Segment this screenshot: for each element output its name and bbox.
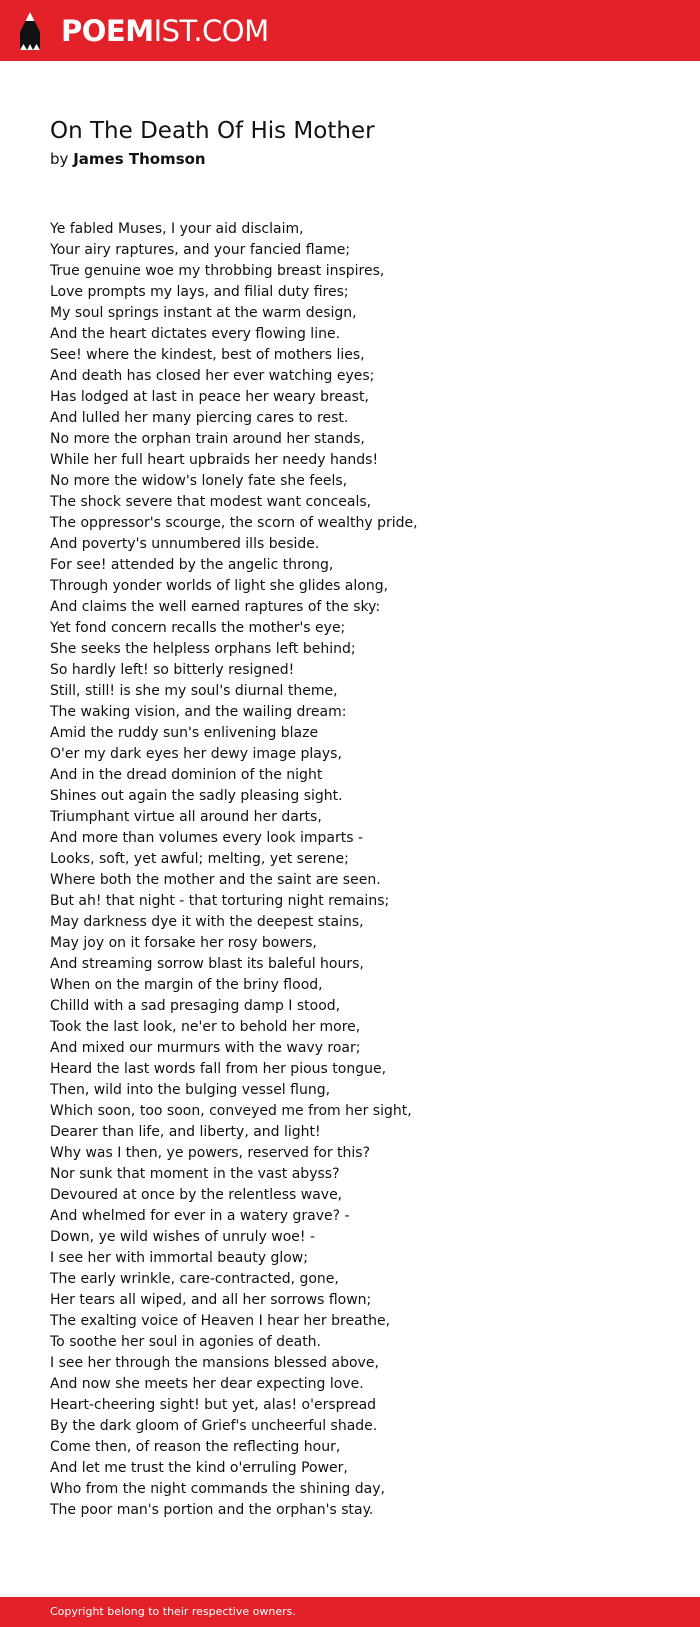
- poem-line: Come then, of reason the reflecting hour,: [50, 1439, 341, 1455]
- poem-line: And now she meets her dear expecting love.: [50, 1376, 364, 1392]
- poem-line: Who from the night commands the shining day,: [50, 1481, 385, 1497]
- poem-line: And poverty's unnumbered ills beside.: [50, 536, 320, 552]
- poem-line: No more the orphan train around her stands,: [50, 431, 365, 447]
- byline: [50, 148, 206, 170]
- poem-line: I see her through the mansions blessed above,: [50, 1355, 379, 1371]
- poem-line: Still, still! is she my soul's diurnal theme,: [50, 683, 338, 699]
- poem-line: O'er my dark eyes her dewy image plays,: [50, 746, 342, 762]
- poem-line: See! where the kindest, best of mothers lies,: [50, 347, 365, 363]
- poem-line: Heart-cheering sight! but yet, alas! o'erspread: [50, 1397, 377, 1413]
- site-header: [0, 0, 700, 61]
- poem-line: And whelmed for ever in a watery grave? -: [50, 1208, 350, 1224]
- poem-line: Through yonder worlds of light she glides along,: [50, 578, 389, 594]
- poem-line: The shock severe that modest want conceals,: [50, 494, 372, 510]
- poem-line: Devoured at once by the relentless wave,: [50, 1187, 343, 1203]
- poem-line: The exalting voice of Heaven I hear her breathe,: [50, 1313, 391, 1329]
- poem-line: And let me trust the kind o'erruling Power,: [50, 1460, 348, 1476]
- copyright-text: Copyright belong to their respective owners.: [50, 1605, 296, 1618]
- poem-line: May joy on it forsake her rosy bowers,: [50, 935, 317, 951]
- brand-name-bold: POEM: [61, 14, 154, 48]
- site-logo[interactable]: [17, 10, 269, 52]
- poem-line: When on the margin of the briny flood,: [50, 977, 323, 993]
- poem-line: Heard the last words fall from her pious tongue,: [50, 1061, 387, 1077]
- poem-line: Nor sunk that moment in the vast abyss?: [50, 1166, 340, 1182]
- poem-line: The early wrinkle, care-contracted, gone,: [50, 1271, 339, 1287]
- poem-line: While her full heart upbraids her needy hands!: [50, 452, 379, 468]
- poem-line: Down, ye wild wishes of unruly woe! -: [50, 1229, 316, 1245]
- poem-line: And death has closed her ever watching eyes;: [50, 368, 375, 384]
- poem-line: And more than volumes every look imparts -: [50, 830, 363, 846]
- brand-name: [61, 10, 269, 52]
- poem-line: Which soon, too soon, conveyed me from her sight,: [50, 1103, 412, 1119]
- poem-line: Dearer than life, and liberty, and light!: [50, 1124, 321, 1140]
- poem-line: Amid the ruddy sun's enlivening blaze: [50, 725, 319, 741]
- poem-line: The oppressor's scourge, the scorn of wealthy pride,: [50, 515, 418, 531]
- poem-line: So hardly left! so bitterly resigned!: [50, 662, 295, 678]
- poem-line: Chilld with a sad presaging damp I stood,: [50, 998, 341, 1014]
- poem-line: By the dark gloom of Grief's uncheerful shade.: [50, 1418, 378, 1434]
- poem-line: Her tears all wiped, and all her sorrows flown;: [50, 1292, 372, 1308]
- poem-line: Ye fabled Muses, I your aid disclaim,: [50, 221, 304, 237]
- site-footer: [0, 1597, 700, 1627]
- poem-line: Why was I then, ye powers, reserved for this?: [50, 1145, 371, 1161]
- poem-line: Triumphant virtue all around her darts,: [50, 809, 322, 825]
- poem-line: Yet fond concern recalls the mother's eye;: [50, 620, 346, 636]
- poem-line: May darkness dye it with the deepest stains,: [50, 914, 364, 930]
- poem-line: Looks, soft, yet awful; melting, yet serene;: [50, 851, 349, 867]
- brand-name-light: IST.COM: [153, 14, 269, 48]
- by-label: by: [50, 150, 69, 168]
- author-name[interactable]: James Thomson: [73, 150, 206, 168]
- poem-line: And claims the well earned raptures of the sky:: [50, 599, 381, 615]
- poem-line: And lulled her many piercing cares to rest.: [50, 410, 349, 426]
- poem-body: [50, 219, 650, 1521]
- poem-line: True genuine woe my throbbing breast inspires,: [50, 263, 385, 279]
- poem-line: For see! attended by the angelic throng,: [50, 557, 334, 573]
- poem-line: And the heart dictates every flowing line.: [50, 326, 341, 342]
- poem-line: Shines out again the sadly pleasing sight.: [50, 788, 343, 804]
- poem-line: And streaming sorrow blast its baleful hours,: [50, 956, 364, 972]
- poem-line: Love prompts my lays, and filial duty fires;: [50, 284, 349, 300]
- poem-line: My soul springs instant at the warm design,: [50, 305, 357, 321]
- poem-line: No more the widow's lonely fate she feels,: [50, 473, 348, 489]
- poem-line: She seeks the helpless orphans left behind;: [50, 641, 356, 657]
- poem-line: To soothe her soul in agonies of death.: [50, 1334, 322, 1350]
- pencil-tip-icon: [17, 10, 43, 52]
- poem-line: Your airy raptures, and your fancied flame;: [50, 242, 351, 258]
- poem-line: Where both the mother and the saint are seen.: [50, 872, 381, 888]
- poem-line: And mixed our murmurs with the wavy roar;: [50, 1040, 361, 1056]
- poem-line: I see her with immortal beauty glow;: [50, 1250, 308, 1266]
- poem-line: The poor man's portion and the orphan's stay.: [50, 1502, 374, 1518]
- poem-title: On The Death Of His Mother: [50, 118, 375, 144]
- poem-line: Has lodged at last in peace her weary breast,: [50, 389, 369, 405]
- poem-line: The waking vision, and the wailing dream:: [50, 704, 347, 720]
- poem-line: Then, wild into the bulging vessel flung,: [50, 1082, 331, 1098]
- poem-line: Took the last look, ne'er to behold her more,: [50, 1019, 361, 1035]
- poem-line: And in the dread dominion of the night: [50, 767, 323, 783]
- poem-line: But ah! that night - that torturing night remains;: [50, 893, 390, 909]
